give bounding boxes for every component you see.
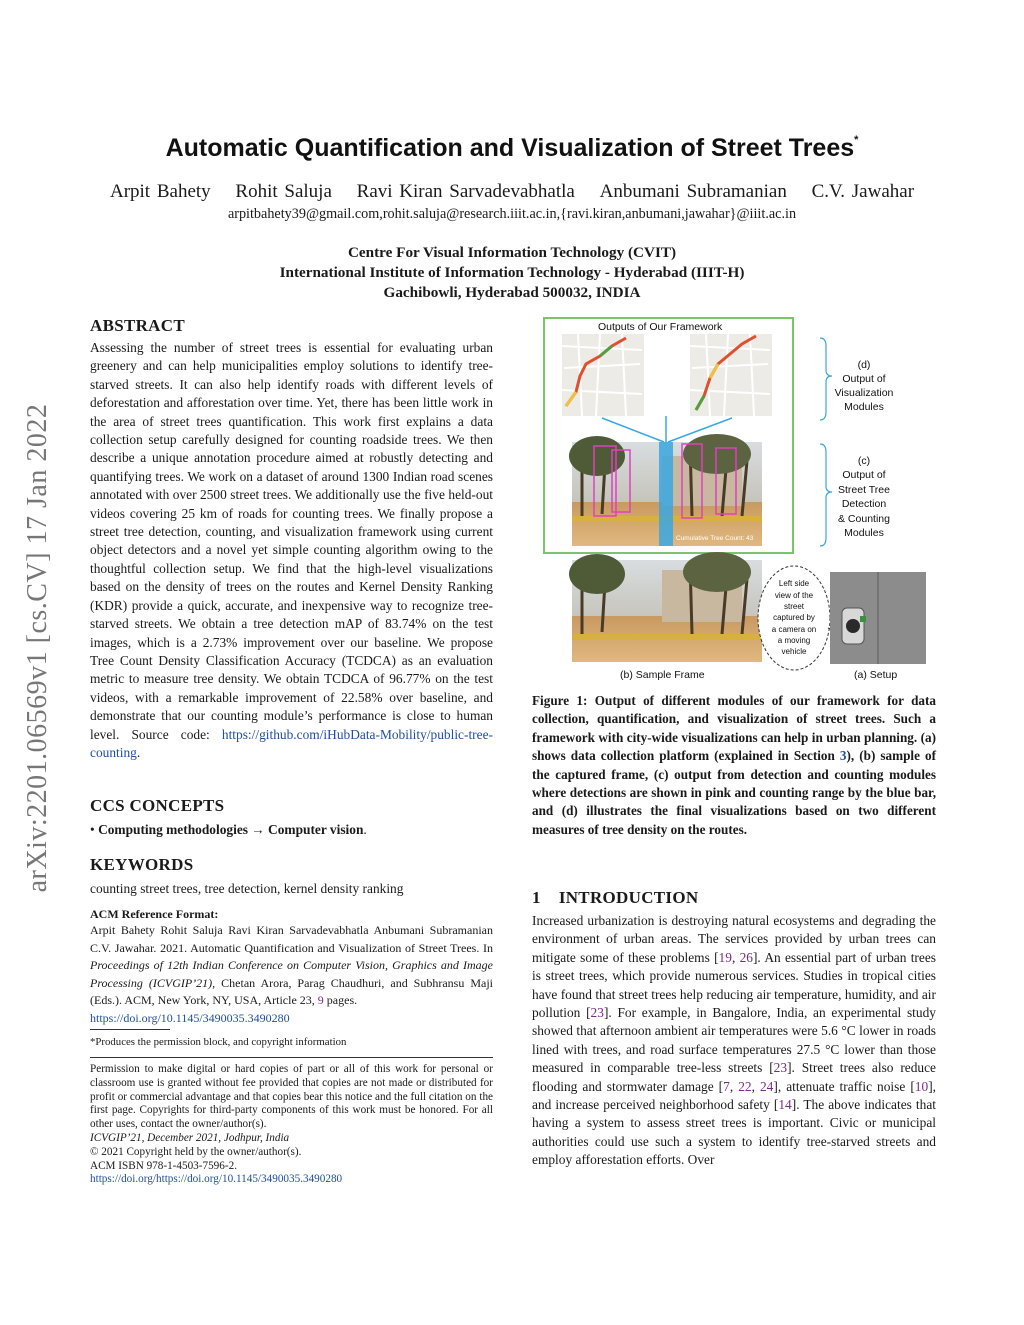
acm-reference (90, 906, 493, 1028)
detection-frame (569, 434, 762, 546)
abstract-heading: ABSTRACT (90, 316, 185, 335)
author: Rohit Saluja (235, 181, 332, 202)
section-ref-link[interactable]: 3 (839, 748, 847, 764)
permission-doi-link[interactable]: https://doi.org/https://doi.org/10.1145/3490035.3490280 (90, 1173, 343, 1186)
sample-frame (569, 552, 762, 662)
ccs-item: • Computing methodologies → Computer vision. (90, 822, 367, 837)
label-d: Output of (842, 373, 886, 385)
vehicle-setup (830, 572, 926, 664)
affiliation-line: Gachibowli, Hyderabad 500032, INDIA (383, 284, 641, 301)
abstract-section (90, 316, 493, 762)
affiliation-line: International Institute of Information Technology - Hyderabad (IIIT-H) (279, 264, 745, 281)
framework-header: Outputs of Our Framework (598, 321, 723, 333)
figure-caption: Figure 1: Output of different modules of our framework for data collection, quantification, and visualization of street trees. Such a framework with city-wide visualizations can help in urban planning. (a) shows data collection platform (explained in Section 3), (b) sample of the captured frame, (c) output from detection and counting modules where detections are shown in pink and counting range by the blue bar, and (d) illustrates the final visualizations based on two different measures of tree density on the routes. (532, 693, 936, 837)
acm-reference-text: Arpit Bahety Rohit Saluja Ravi Kiran Sarvadevabhatla Anbumani Subramanian C.V. Jawahar. 2021. Automatic Quantification and Visualization of Street Trees. In Proceedings of 12th Indian Conference on Computer Vision, Graphics and Image Processing (ICVGIP’21), Chetan Arora, Parag Chaudhuri, and Subhransu Maji (Eds.). ACM, New York, NY, USA, Article 23, 9 pages. https://doi.org/10.1145/3490035.3490280 (90, 923, 493, 1025)
acm-doi-link[interactable]: https://doi.org/10.1145/3490035.3490280 (90, 1010, 290, 1025)
affiliation (60, 243, 964, 303)
paper-title: Automatic Quantification and Visualization of Street Trees* (165, 134, 859, 162)
keywords-section (90, 855, 493, 898)
counting-range-bar (659, 442, 673, 546)
permission-venue: ICVGIP’21, December 2021, Jodhpur, India (90, 1131, 290, 1144)
arxiv-stamp: arXiv:2201.06569v1 [cs.CV] 17 Jan 2022 (22, 403, 53, 893)
citation[interactable]: 10 (914, 1078, 929, 1094)
keywords-text: counting street trees, tree detection, kernel density ranking (90, 881, 404, 896)
citation[interactable]: 22 (738, 1078, 752, 1094)
flow-arrow (602, 418, 664, 442)
author-emails: arpitbahety39@gmail.com,rohit.saluja@research.iiit.ac.in,{ravi.kiran,anbumani,jawahar}@iiit.ac.in (227, 206, 797, 222)
author: Arpit Bahety (109, 181, 211, 202)
introduction-section (532, 888, 936, 1170)
citation[interactable]: 26 (739, 949, 753, 965)
citation[interactable]: 23 (773, 1060, 788, 1076)
camera-note: a camera on (771, 625, 817, 634)
permission-rule (90, 1057, 493, 1058)
label-c: Output of (842, 469, 886, 481)
map-visualization-right (690, 334, 772, 416)
author-list (60, 181, 964, 203)
label-c: & Counting (838, 513, 890, 525)
citation[interactable]: 7 (723, 1078, 730, 1094)
introduction-body: Increased urbanization is destroying natural ecosystems and degrading the environment of urban areas. The services provided by urban trees can mitigate some of these problems [19, 26]. An essential part of urban trees is street trees, which provide numerous services. Studies in tropical cities have found that street trees help reducing air temperature, humidity, and air pollution [23]. For example, in Bangalore, India, an experimental study showed that afternoon ambient air temperatures were 5.6 °C lower in roads lined with trees, and road surface temperatures 27.5 °C lower than those measured in comparable tree-less streets [23]. Street trees also reduce flooding and stormwater damage [7, 22, 24], attenuate traffic noise [10], and increase perceived neighborhood safety [14]. The above indicates that having a system to assess street trees is important. Civic or municipal authorities could use such a system to identify tree-starved streets and employ afforestation efforts. Over (532, 913, 936, 1168)
keywords-heading: KEYWORDS (90, 855, 194, 874)
camera-note: captured by (773, 613, 815, 622)
label-b: (b) Sample Frame (620, 669, 705, 681)
footnote: *Produces the permission block, and copyright information (90, 1036, 347, 1048)
label-c: Street Tree (838, 484, 890, 496)
footnote-rule (90, 1029, 170, 1030)
map-visualization-left (562, 334, 644, 416)
author: Anbumani Subramanian (599, 181, 787, 202)
permission-text: Permission to make digital or hard copies of part or all of this work for personal or classroom use is granted without fee provided that copies are not made or distributed for profit or commercial advantage and that copies bear this notice and the full citation on the first page. Copyrights for third-party components of this work must be honored. For all other uses, contact the owner/author(s). (90, 1063, 493, 1131)
label-c: (c) (857, 455, 871, 467)
abstract-body: Assessing the number of street trees is essential for evaluating urban greenery and can help municipalities employ solutions to identify tree-starved streets. It can also help identify roads with different levels of deforestation and afforestation over time. Yet, there has been little work in the area of street trees quantification. This work first explains a data collection setup carefully designed for counting roadside trees. We then describe a unique annotation procedure aimed at robustly detecting and quantifying trees. We work on a dataset of around 1300 Indian road scenes annotated with over 2500 street trees. We additionally use the five held-out videos covering 25 km of roads for counting trees. We finally propose a street tree detection, counting, and visualization framework using current object detectors and a novel yet simple counting algorithm owing to the thoughtful collection setup. We find that the high-level visualizations based on the density of trees on the routes and Kernel Density Ranking (KDR) provide a quick, accurate, and inexpensive way to recognize tree-starved streets. We obtain a tree detection mAP of 83.74% on the test images, which is a 2.73% improvement over our baseline. We propose Tree Count Density Classification Accuracy (TCDCA) as an evaluation metric to measure tree density. We obtain TCDCA of 96.77% on the test videos, with a remarkable improvement of 22.58% over baseline, and demonstrate that our counting module’s performance is close to human level. Source code: https://github.com/iHubData-Mobility/public-tree-counting. (90, 340, 493, 760)
label-d: Visualization (834, 387, 894, 399)
camera-note: a moving (777, 636, 811, 645)
camera-note: vehicle (781, 647, 807, 656)
permission-isbn: ACM ISBN 978-1-4503-7596-2. (90, 1159, 237, 1172)
affiliation-line: Centre For Visual Information Technology (CVIT) (347, 244, 677, 261)
citation[interactable]: 24 (759, 1078, 774, 1094)
author: C.V. Jawahar (811, 181, 915, 202)
cumulative-count: Cumulative Tree Count: 43 (676, 535, 754, 542)
citation[interactable]: 19 (718, 949, 732, 965)
citation[interactable]: 23 (590, 1005, 604, 1021)
source-code-link[interactable]: https://github.com/iHubData-Mobility/public-tree-counting (90, 726, 493, 760)
label-d: Modules (844, 401, 884, 413)
label-c: Detection (841, 498, 887, 510)
label-d: (d) (857, 359, 871, 371)
author: Ravi Kiran Sarvadevabhatla (356, 181, 575, 202)
citation[interactable]: 14 (778, 1097, 792, 1113)
camera-note: street (783, 602, 805, 611)
ccs-section (90, 796, 493, 839)
figure-1-graphic (542, 316, 932, 686)
camera-note: view of the (774, 591, 814, 600)
label-c: Modules (844, 527, 884, 539)
figure-1 (542, 316, 932, 686)
permission-copyright: © 2021 Copyright held by the owner/author(s). (90, 1145, 302, 1158)
introduction-heading: 1 INTRODUCTION (532, 888, 699, 907)
ccs-heading: CCS CONCEPTS (90, 796, 225, 815)
camera-note: Left side (778, 579, 810, 588)
permission-block (90, 1063, 493, 1187)
title-footnote-mark: * (854, 134, 859, 146)
acm-reference-heading: ACM Reference Format: (90, 907, 219, 921)
label-a: (a) Setup (854, 669, 898, 681)
